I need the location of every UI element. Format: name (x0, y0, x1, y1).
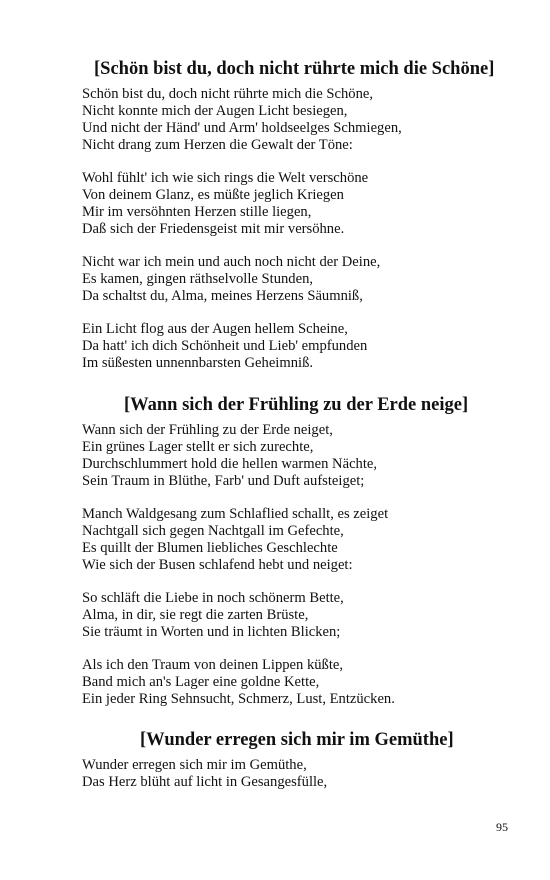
stanza (82, 590, 522, 641)
page-number: 95 (496, 820, 508, 834)
stanza (82, 170, 522, 238)
verse-line: Das Herz blüht auf licht in Gesangesfülle, (82, 774, 328, 790)
stanza (82, 254, 522, 305)
stanza (82, 506, 522, 574)
stanza (82, 657, 522, 708)
verse-line: Wunder erregen sich mir im Gemüthe, (82, 757, 307, 773)
poem-title: [Wunder erregen sich mir im Gemüthe] (140, 730, 454, 750)
stanza (82, 321, 522, 372)
poem-title: [Wann sich der Frühling zu der Erde neige] (124, 395, 469, 415)
verse-line: Ein Licht flog aus der Augen hellem Scheine, (82, 321, 348, 337)
verse-line: Von deinem Glanz, es müßte jeglich Kriegen (82, 187, 344, 203)
verse-line: Es kamen, gingen räthselvolle Stunden, (82, 271, 314, 287)
verse-line: Ein grünes Lager stellt er sich zurechte, (82, 439, 314, 455)
poem (82, 729, 522, 791)
poem (82, 394, 522, 708)
stanza (82, 757, 522, 791)
verse-line: Wann sich der Frühling zu der Erde neiget, (82, 422, 333, 438)
poem-title: [Schön bist du, doch nicht rührte mich die Schöne] (94, 59, 495, 79)
verse-line: Nicht war ich mein und auch noch nicht der Deine, (82, 254, 381, 270)
verse-line: Nachtgall sich gegen Nachtgall im Gefechte, (82, 523, 344, 539)
verse-line: Daß sich der Friedensgeist mit mir versöhne. (82, 221, 345, 237)
verse-line: Mir im versöhnten Herzen stille liegen, (82, 204, 312, 220)
verse-line: Wie sich der Busen schlafend hebt und neiget: (82, 557, 353, 573)
verse-line: Sie träumt in Worten und in lichten Blicken; (82, 624, 341, 640)
stanza (82, 86, 522, 154)
poem (82, 58, 522, 372)
verse-line: Nicht drang zum Herzen die Gewalt der Töne: (82, 137, 353, 153)
verse-line: Durchschlummert hold die hellen warmen Nächte, (82, 456, 378, 472)
verse-line: Ein jeder Ring Sehnsucht, Schmerz, Lust, Entzücken. (82, 691, 395, 707)
verse-line: Und nicht der Händ' und Arm' holdseelges Schmiegen, (82, 120, 402, 136)
verse-line: Es quillt der Blumen liebliches Geschlechte (82, 540, 338, 556)
verse-line: Da schaltst du, Alma, meines Herzens Säumniß, (82, 288, 363, 304)
verse-line: Band mich an's Lager eine goldne Kette, (82, 674, 320, 690)
verse-line: Als ich den Traum von deinen Lippen küßte, (82, 657, 344, 673)
verse-line: Sein Traum in Blüthe, Farb' und Duft aufsteiget; (82, 473, 365, 489)
stanza (82, 422, 522, 490)
verse-line: Alma, in dir, sie regt die zarten Brüste, (82, 607, 309, 623)
verse-line: Im süßesten unnennbarsten Geheimniß. (82, 355, 314, 371)
verse-line: Da hatt' ich dich Schönheit und Lieb' empfunden (82, 338, 368, 354)
verse-line: Manch Waldgesang zum Schlaflied schallt, es zeiget (82, 506, 389, 522)
verse-line: Schön bist du, doch nicht rührte mich die Schöne, (82, 86, 374, 102)
verse-line: So schläft die Liebe in noch schönerm Bette, (82, 590, 344, 606)
verse-line: Nicht konnte mich der Augen Licht besiegen, (82, 103, 348, 119)
verse-line: Wohl fühlt' ich wie sich rings die Welt verschöne (82, 170, 369, 186)
